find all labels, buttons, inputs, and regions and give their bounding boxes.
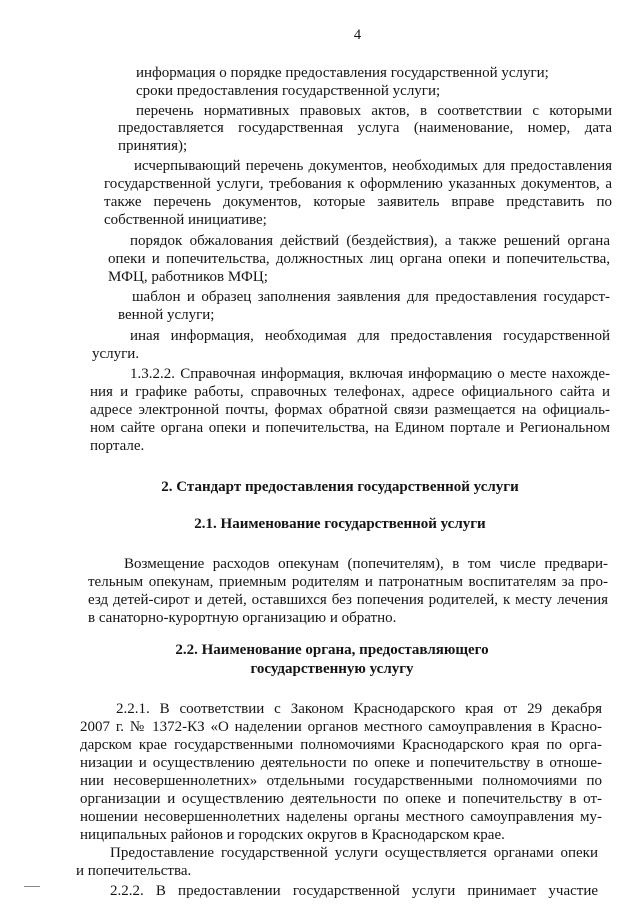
text-line: дарском крае государственными полномочиями Краснодарского края по орга- (80, 737, 602, 753)
text-line: адресе электронной почты, формах обратной связи размещается на официаль- (90, 402, 610, 418)
text-line: опеки и попечительства, должностных лиц органа опеки и попечительства, (108, 251, 610, 267)
text-line: тельным опекунам, приемным родителям и патронатным воспитателям за про- (88, 574, 608, 590)
text-line: 2007 г. № 1372-КЗ «О наделении органов местного самоуправления в Красно- (80, 719, 602, 735)
text-line: портале. (90, 438, 145, 454)
text-line: также перечень документов, которые заявитель вправе представить по (104, 194, 612, 210)
text-line: Возмещение расходов опекунам (попечителям), в том числе предвари- (124, 556, 608, 572)
page-number: 4 (353, 27, 362, 43)
text-line: низации и осуществлению деятельности по опеке и попечительству в отноше- (80, 755, 602, 771)
margin-mark (24, 886, 40, 887)
text-line: нии несовершеннолетних» отдельными государственными полномочиями по (80, 773, 602, 789)
subsection-heading: 2.1. Наименование государственной услуги (194, 516, 486, 532)
text-line: МФЦ, работников МФЦ; (108, 269, 268, 285)
text-line: услуги. (92, 346, 140, 362)
text-line: сроки предоставления государственной услуги; (136, 83, 441, 99)
text-line: собственной инициативе; (104, 212, 267, 228)
text-line: 2.2.2. В предоставлении государственной услуги принимает участие (110, 883, 598, 899)
text-line: 1.3.2.2. Справочная информация, включая информацию о месте нахожде- (130, 366, 610, 382)
text-line: ношении несовершеннолетних наделены органы местного самоуправления му- (80, 809, 602, 825)
text-line: исчерпывающий перечень документов, необходимых для предоставления (134, 158, 612, 174)
subsection-heading: 2.2. Наименование органа, предоставляющего (175, 642, 489, 658)
text-line: ниципальных районов и городских округов в Краснодарском крае. (80, 827, 505, 843)
text-line: информация о порядке предоставления государственной услуги; (136, 65, 549, 81)
text-line: и попечительства. (76, 863, 192, 879)
text-line: перечень нормативных правовых актов, в соответствии с которыми (136, 103, 612, 119)
text-line: езд детей-сирот и детей, оставшихся без попечения родителей, к месту лечения (88, 592, 608, 608)
text-line: венной услуги; (118, 307, 215, 323)
text-line: организации и осуществлению деятельности по опеке и попечительству в от- (80, 791, 602, 807)
subsection-heading: государственную услугу (250, 661, 414, 677)
text-line: принятия); (118, 138, 188, 154)
text-line: ния и графике работы, справочных телефонах, адресе официального сайта и (90, 384, 610, 400)
text-line: государственной услуги, требования к оформлению указанных документов, а (104, 176, 612, 192)
text-line: предоставляется государственная услуга (наименование, номер, дата (118, 120, 612, 136)
text-line: шаблон и образец заполнения заявления для предоставления государст- (132, 289, 610, 305)
text-line: ном сайте органа опеки и попечительства, на Едином портале и Региональном (90, 420, 610, 436)
text-line: Предоставление государственной услуги осуществляется органами опеки (110, 845, 598, 861)
text-line: порядок обжалования действий (бездействия), а также решений органа (130, 233, 610, 249)
section-heading: 2. Стандарт предоставления государственной услуги (161, 479, 519, 495)
text-line: в санаторно-курортную организацию и обратно. (88, 610, 397, 626)
text-line: иная информация, необходимая для предоставления государственной (130, 328, 610, 344)
text-line: 2.2.1. В соответствии с Законом Краснодарского края от 29 декабря (116, 701, 602, 717)
